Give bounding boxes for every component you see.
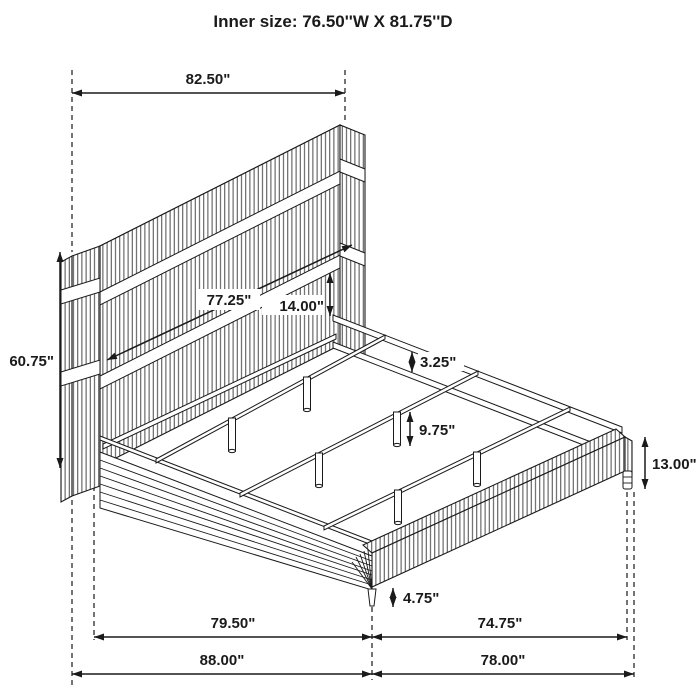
leg-foot: [474, 483, 481, 486]
dim-label: 82.50": [185, 71, 231, 88]
footboard-front-face: [372, 437, 625, 587]
dim-side-rail-outer-length: [72, 652, 372, 674]
dim-label: 77.25": [206, 292, 252, 309]
dim-headboard-width: [72, 71, 345, 93]
leg-foot: [304, 408, 311, 411]
dim-headboard-height: [9, 252, 60, 468]
footboard-right-leg: [623, 471, 632, 489]
leg-foot: [395, 521, 402, 524]
leg-foot: [229, 449, 236, 452]
footboard-front-leg: [368, 589, 376, 606]
support-leg: [304, 377, 311, 410]
side-rail-face: [100, 452, 372, 590]
diagram-title: Inner size: 76.50''W X 81.75''D: [213, 12, 453, 31]
dim-label: 60.75": [9, 353, 54, 370]
dim-label: 3.25": [420, 354, 457, 371]
footboard-right-side-face: [625, 437, 632, 475]
dim-footboard-leg-height: [393, 588, 439, 607]
dim-label: 88.00": [199, 652, 245, 669]
leg-foot: [394, 443, 401, 446]
dim-label: 78.00": [480, 652, 526, 669]
support-leg: [394, 412, 401, 445]
right-rail-lower: [333, 342, 622, 460]
dim-label: 13.00": [652, 456, 697, 473]
dim-side-rail-inner-length: [94, 615, 372, 637]
support-leg: [474, 452, 481, 485]
dim-rail-height: [412, 352, 464, 372]
dim-footboard-outer-width: [372, 652, 634, 674]
dim-footboard-height: [645, 437, 697, 489]
side-rail: [100, 452, 372, 590]
dim-slat-leg-height: [410, 412, 455, 446]
dim-label: 74.75": [477, 615, 523, 632]
dim-label: 79.50": [210, 615, 256, 632]
dim-footboard-inner-width: [372, 615, 627, 637]
dim-label: 4.75": [403, 590, 440, 607]
dim-label: 14.00": [279, 298, 324, 315]
dim-label: 9.75": [419, 422, 456, 439]
support-leg: [229, 418, 236, 451]
support-leg: [395, 490, 402, 523]
leg-foot: [316, 484, 323, 487]
support-leg: [316, 453, 323, 486]
